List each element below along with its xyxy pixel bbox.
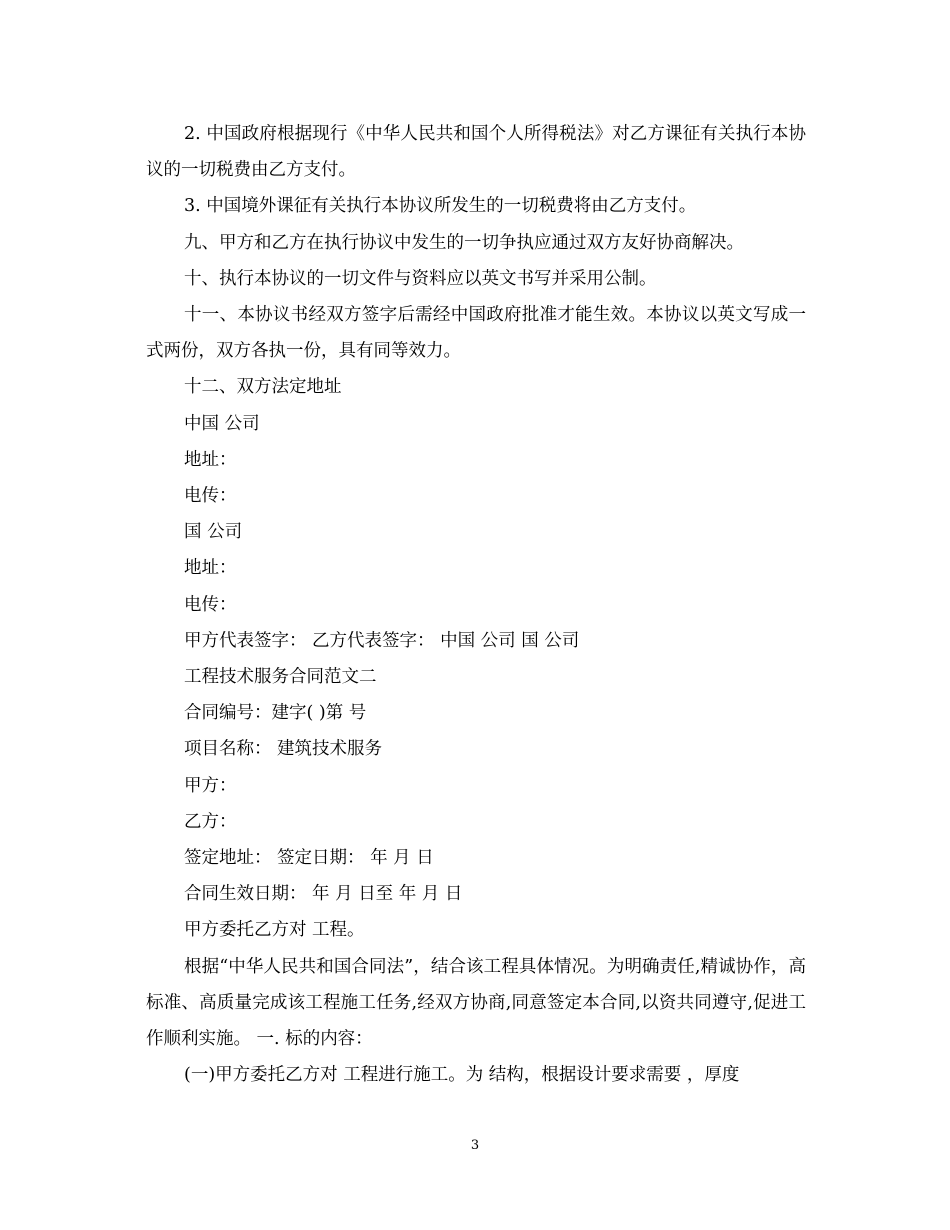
commission-statement: 甲方委托乙方对 工程。	[184, 920, 365, 941]
party-b-company: 国 公司	[184, 522, 243, 543]
party-a-label: 甲方：	[184, 775, 237, 796]
party-b-address: 地址：	[184, 558, 237, 579]
document-body	[146, 116, 806, 1093]
party-a-company: 中国 公司	[184, 413, 260, 434]
party-a-address: 地址：	[184, 449, 237, 470]
paragraph-legal-address: 十二、双方法定地址	[184, 377, 342, 398]
party-a-telex: 电传：	[184, 486, 237, 507]
signing-place-date: 签定地址： 签定日期： 年 月 日	[184, 848, 434, 869]
signature-line: 甲方代表签字： 乙方代表签字： 中国 公司 国 公司	[184, 630, 580, 651]
paragraph-dispute: 九、甲方和乙方在执行协议中发生的一切争执应通过双方友好协商解决。	[184, 232, 744, 253]
paragraph-tax-abroad: 3. 中国境外课征有关执行本协议所发生的一切税费将由乙方支付。	[184, 196, 697, 217]
paragraph-effect: 十一、本协议书经双方签字后需经中国政府批准才能生效。本协议以英文写成一式两份，双方各执一份，具有同等效力。	[146, 305, 806, 362]
paragraph-basis: 根据“中华人民共和国合同法”，结合该工程具体情况。为明确责任,精诚协作，高标准、高质量完成该工程施工任务,经双方协商,同意签定本合同,以资共同遵守,促进工作顺利实施。 一. 标的内容：	[146, 956, 806, 1050]
contract-number: 合同编号：建字( )第 号	[184, 703, 367, 724]
effective-date: 合同生效日期： 年 月 日至 年 月 日	[184, 884, 463, 905]
page-number: 3	[470, 1138, 480, 1153]
party-b-telex: 电传：	[184, 594, 237, 615]
paragraph-tax-china: 2. 中国政府根据现行《中华人民共和国个人所得税法》对乙方课征有关执行本协议的一切税费由乙方支付。	[146, 124, 806, 181]
paragraph-subject: (一)甲方委托乙方对 工程进行施工。为 结构，根据设计要求需要 ，厚度	[184, 1065, 740, 1086]
section-title: 工程技术服务合同范文二	[184, 667, 377, 688]
project-name: 项目名称： 建筑技术服务	[184, 739, 383, 760]
party-b-label: 乙方：	[184, 811, 237, 832]
paragraph-language: 十、执行本协议的一切文件与资料应以英文书写并采用公制。	[184, 268, 657, 289]
